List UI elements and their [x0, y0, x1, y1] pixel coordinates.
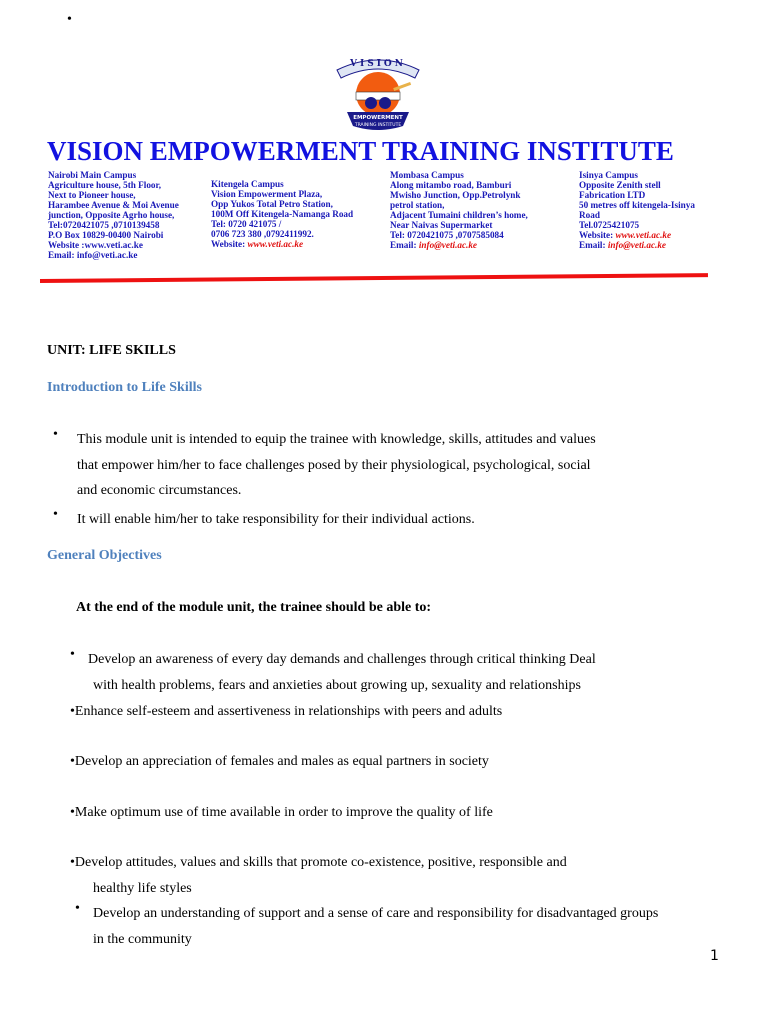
campus-line: Opp Yukos Total Petro Station,: [211, 199, 333, 209]
campus-line: Tel: 0720 421075 /: [211, 219, 282, 229]
objective-2: •Enhance self-esteem and assertiveness in relationships with peers and adults: [70, 704, 503, 719]
campus-line: P.O Box 10829-00400 Nairobi: [48, 230, 164, 240]
website-link[interactable]: www.veti.ac.ke: [615, 230, 672, 240]
campus-email: Email: info@veti.ac.ke: [390, 240, 478, 250]
campus-line: Near Naivas Supermarket: [390, 220, 493, 230]
campus-line: Email: info@veti.ac.ke: [48, 250, 138, 260]
campus-line: Mwisho Junction, Opp.Petrolynk: [390, 190, 521, 200]
campus-line: Isinya Campus: [579, 170, 638, 180]
intro-heading: Introduction to Life Skills: [47, 380, 202, 395]
intro-bullet-1: This module unit is intended to equip the trainee with knowledge, skills, attitudes and values that empower him/her to face challenges posed by their physiological, psychological, social and economic circumstances.: [77, 432, 596, 498]
campus-line: Vision Empowerment Plaza,: [211, 189, 323, 199]
objective-5: •Develop attitudes, values and skills that promote co-existence, positive, responsible and healthy life styles: [70, 855, 567, 896]
page-number: 1: [710, 948, 719, 964]
campus-line: Next to Pioneer house,: [48, 190, 136, 200]
campus-line: Kitengela Campus: [211, 179, 284, 189]
bullet-icon: •: [70, 647, 75, 662]
bullet-icon: •: [70, 704, 75, 719]
bullet-icon: •: [75, 901, 80, 916]
campus-line: Tel.0725421075: [579, 220, 640, 230]
campus-line: Along mitambo road, Bamburi: [390, 180, 512, 190]
logo-mid-text: EMPOWERMENT: [353, 115, 403, 121]
campus-line: Road: [579, 210, 600, 220]
website-link[interactable]: www.veti.ac.ke: [247, 239, 304, 249]
campus-line: Agriculture house, 5th Floor,: [48, 180, 162, 190]
institute-logo: [323, 52, 433, 132]
objectives-heading: General Objectives: [47, 548, 162, 563]
campus-line: Harambee Avenue & Moi Avenue: [48, 200, 179, 210]
campus-line: 50 metres off kitengela-Isinya: [579, 200, 695, 210]
objective-6: Develop an understanding of support and a sense of care and responsibility for disadvantaged groups in the community: [93, 906, 659, 947]
campus-nairobi: [48, 170, 179, 260]
email-link[interactable]: info@veti.ac.ke: [607, 240, 667, 250]
campus-email: Email: info@veti.ac.ke: [579, 240, 667, 250]
objective-4: •Make optimum use of time available in order to improve the quality of life: [70, 805, 493, 820]
campus-line: 100M Off Kitengela-Namanga Road: [211, 209, 354, 219]
campus-line: Opposite Zenith stell: [579, 180, 661, 190]
email-link[interactable]: info@veti.ac.ke: [418, 240, 478, 250]
objective-3: •Develop an appreciation of females and males as equal partners in society: [70, 754, 489, 769]
bullet-icon: •: [53, 507, 58, 522]
campus-website: Website: www.veti.ac.ke: [579, 230, 672, 240]
bullet-icon: •: [70, 805, 75, 820]
intro-bullet-2: It will enable him/her to take responsibility for their individual actions.: [77, 512, 475, 527]
campus-website: Website: www.veti.ac.ke: [211, 239, 304, 249]
campus-line: Fabrication LTD: [579, 190, 646, 200]
campus-kitengela: [211, 179, 353, 249]
campus-line: Tel:0720421075 ,0710139458: [48, 220, 160, 230]
campus-line: petrol station,: [390, 200, 445, 210]
header-divider: [40, 273, 708, 283]
campus-line: Mombasa Campus: [390, 170, 464, 180]
campus-line: 0706 723 380 ,0792411992.: [211, 229, 314, 239]
institute-name: VISION EMPOWERMENT TRAINING INSTITUTE: [47, 136, 674, 166]
logo-bottom-text: TRAINING INSTITUTE: [354, 123, 402, 128]
campus-line: Adjacent Tumaini children’s home,: [390, 210, 528, 220]
campus-line: Website :www.veti.ac.ke: [48, 240, 143, 250]
bullet-icon: •: [70, 754, 75, 769]
stray-bullet: •: [67, 12, 72, 27]
bullet-icon: •: [53, 427, 58, 442]
objectives-lead: At the end of the module unit, the trainee should be able to:: [76, 600, 432, 615]
bullet-icon: •: [70, 855, 75, 870]
logo-top-text: VISION: [350, 59, 406, 69]
unit-title: UNIT: LIFE SKILLS: [47, 343, 176, 358]
campus-mombasa: [390, 170, 528, 250]
campus-line: junction, Opposite Agrho house,: [48, 210, 175, 220]
campus-isinya: [579, 170, 695, 250]
campus-line: Nairobi Main Campus: [48, 170, 137, 180]
objective-1: Develop an awareness of every day demands and challenges through critical thinking Deal with health problems, fears and anxieties about growing up, sexuality and relationships: [88, 652, 596, 693]
campus-line: Tel: 0720421075 ,0707585084: [390, 230, 504, 240]
